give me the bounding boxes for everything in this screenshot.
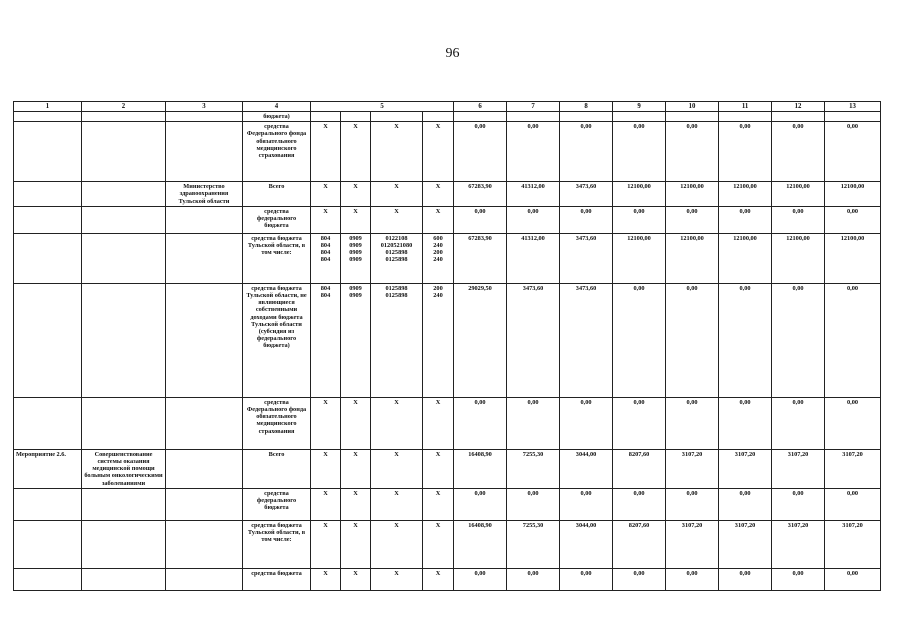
budget-code-cell: X: [371, 488, 423, 520]
col-header: 10: [666, 102, 719, 112]
amount-cell: 3107,20: [825, 449, 881, 488]
budget-code-cell: X: [371, 520, 423, 568]
budget-code-cell: X: [341, 568, 371, 590]
budget-code-cell: X: [371, 568, 423, 590]
amount-cell: 0,00: [454, 206, 507, 233]
budget-code-cell: X: [423, 122, 454, 182]
activity-cell: [14, 206, 82, 233]
amount-cell: 3044,00: [560, 520, 613, 568]
budget-code-cell: X: [423, 449, 454, 488]
amount-cell: 0,00: [560, 488, 613, 520]
activity-name-cell: [82, 568, 166, 590]
amount-cell: 0,00: [666, 283, 719, 397]
budget-code-cell: X: [311, 182, 341, 207]
budget-code-cell: X: [311, 568, 341, 590]
amount-cell: 41312,00: [507, 233, 560, 283]
activity-name-cell: [82, 488, 166, 520]
amount-cell: 0,00: [666, 568, 719, 590]
budget-code-cell: [311, 112, 341, 122]
funding-source-cell: средства бюджета: [243, 568, 311, 590]
activity-name-cell: [82, 520, 166, 568]
amount-cell: 12100,00: [772, 182, 825, 207]
amount-cell: 67283,90: [454, 182, 507, 207]
amount-cell: 41312,00: [507, 182, 560, 207]
executor-cell: [166, 283, 243, 397]
amount-cell: 8207,60: [613, 520, 666, 568]
budget-code-cell: X: [341, 397, 371, 449]
col-header: 2: [82, 102, 166, 112]
amount-cell: 0,00: [772, 122, 825, 182]
funding-source-cell: средства федерального бюджета: [243, 206, 311, 233]
activity-cell: [14, 520, 82, 568]
activity-name-cell: [82, 182, 166, 207]
amount-cell: 0,00: [825, 283, 881, 397]
table-row: [14, 206, 881, 233]
table-row: [14, 283, 881, 397]
amount-cell: 3107,20: [772, 520, 825, 568]
amount-cell: 0,00: [666, 122, 719, 182]
budget-code-cell: [371, 112, 423, 122]
amount-cell: 0,00: [507, 488, 560, 520]
amount-cell: 7255,30: [507, 520, 560, 568]
amount-cell: [454, 112, 507, 122]
funding-source-cell: средства бюджета Тульской области, в том числе:: [243, 233, 311, 283]
budget-code-cell: X: [311, 488, 341, 520]
budget-table: [13, 101, 881, 591]
amount-cell: 0,00: [772, 568, 825, 590]
funding-source-cell: Всего: [243, 182, 311, 207]
amount-cell: [719, 112, 772, 122]
activity-cell: [14, 112, 82, 122]
amount-cell: 0,00: [825, 568, 881, 590]
amount-cell: 12100,00: [719, 182, 772, 207]
amount-cell: 12100,00: [825, 233, 881, 283]
amount-cell: 0,00: [825, 206, 881, 233]
executor-cell: [166, 488, 243, 520]
budget-code-cell: 600 240 200 240: [423, 233, 454, 283]
activity-name-cell: [82, 233, 166, 283]
activity-cell: [14, 233, 82, 283]
col-header: 8: [560, 102, 613, 112]
col-header: 11: [719, 102, 772, 112]
amount-cell: 0,00: [613, 122, 666, 182]
budget-code-cell: 200 240: [423, 283, 454, 397]
amount-cell: 0,00: [825, 488, 881, 520]
amount-cell: 0,00: [719, 122, 772, 182]
amount-cell: 12100,00: [613, 182, 666, 207]
budget-code-cell: X: [423, 488, 454, 520]
amount-cell: 0,00: [454, 397, 507, 449]
funding-source-cell: средства Федерального фонда обязательного медицинского страхования: [243, 122, 311, 182]
budget-code-cell: X: [341, 182, 371, 207]
amount-cell: 0,00: [507, 568, 560, 590]
col-header: 6: [454, 102, 507, 112]
col-header: 9: [613, 102, 666, 112]
table-row: [14, 112, 881, 122]
table-row: [14, 568, 881, 590]
amount-cell: [507, 112, 560, 122]
budget-code-cell: X: [341, 449, 371, 488]
table-row: [14, 449, 881, 488]
amount-cell: 0,00: [507, 206, 560, 233]
amount-cell: [825, 112, 881, 122]
funding-source-cell: средства бюджета Тульской области, в том числе:: [243, 520, 311, 568]
amount-cell: 12100,00: [666, 233, 719, 283]
amount-cell: 0,00: [560, 206, 613, 233]
amount-cell: 0,00: [613, 206, 666, 233]
amount-cell: 67283,90: [454, 233, 507, 283]
budget-code-cell: X: [423, 397, 454, 449]
table-row: [14, 520, 881, 568]
activity-cell: [14, 397, 82, 449]
funding-source-cell: средства Федерального фонда обязательного медицинского страхования: [243, 397, 311, 449]
activity-cell: Мероприятие 2.6.: [14, 449, 82, 488]
executor-cell: [166, 112, 243, 122]
amount-cell: 0,00: [560, 397, 613, 449]
amount-cell: 3107,20: [719, 449, 772, 488]
budget-code-cell: 0909 0909: [341, 283, 371, 397]
col-header: 5: [311, 102, 454, 112]
amount-cell: 3107,20: [825, 520, 881, 568]
amount-cell: 3107,20: [666, 520, 719, 568]
amount-cell: [666, 112, 719, 122]
budget-code-cell: X: [371, 182, 423, 207]
col-header: 4: [243, 102, 311, 112]
activity-cell: [14, 182, 82, 207]
amount-cell: 0,00: [666, 488, 719, 520]
budget-code-cell: X: [371, 122, 423, 182]
budget-code-cell: 0122108 0120521080 0125898 0125898: [371, 233, 423, 283]
budget-code-cell: X: [371, 449, 423, 488]
executor-cell: Министерство здравоохранения Тульской области: [166, 182, 243, 207]
budget-code-cell: 0125898 0125898: [371, 283, 423, 397]
budget-code-cell: X: [423, 182, 454, 207]
amount-cell: 0,00: [719, 488, 772, 520]
col-header: 1: [14, 102, 82, 112]
amount-cell: 3107,20: [719, 520, 772, 568]
budget-code-cell: 0909 0909 0909 0909: [341, 233, 371, 283]
amount-cell: 16408,90: [454, 449, 507, 488]
col-header: 7: [507, 102, 560, 112]
amount-cell: 0,00: [666, 397, 719, 449]
amount-cell: 0,00: [560, 122, 613, 182]
amount-cell: 8207,60: [613, 449, 666, 488]
amount-cell: 3473,60: [560, 182, 613, 207]
amount-cell: 3044,00: [560, 449, 613, 488]
activity-name-cell: Совершенствование системы оказания медицинской помощи больным онкологическими заболеваниями: [82, 449, 166, 488]
activity-cell: [14, 122, 82, 182]
budget-code-cell: X: [423, 568, 454, 590]
amount-cell: 0,00: [454, 122, 507, 182]
executor-cell: [166, 122, 243, 182]
amount-cell: 0,00: [825, 122, 881, 182]
amount-cell: 12100,00: [772, 233, 825, 283]
amount-cell: 3473,60: [560, 233, 613, 283]
amount-cell: 12100,00: [825, 182, 881, 207]
budget-code-cell: X: [341, 122, 371, 182]
funding-source-cell: бюджета): [243, 112, 311, 122]
amount-cell: 0,00: [507, 397, 560, 449]
budget-code-cell: X: [341, 520, 371, 568]
activity-name-cell: [82, 283, 166, 397]
budget-code-cell: X: [311, 397, 341, 449]
executor-cell: [166, 568, 243, 590]
activity-name-cell: [82, 112, 166, 122]
executor-cell: [166, 233, 243, 283]
activity-name-cell: [82, 397, 166, 449]
budget-code-cell: X: [311, 206, 341, 233]
activity-cell: [14, 568, 82, 590]
amount-cell: 0,00: [613, 488, 666, 520]
table-row: [14, 182, 881, 207]
budget-code-cell: 804 804: [311, 283, 341, 397]
col-header: 12: [772, 102, 825, 112]
amount-cell: [772, 112, 825, 122]
amount-cell: 0,00: [719, 568, 772, 590]
budget-code-cell: X: [311, 122, 341, 182]
budget-code-cell: X: [341, 488, 371, 520]
executor-cell: [166, 206, 243, 233]
budget-code-cell: X: [341, 206, 371, 233]
amount-cell: 0,00: [613, 397, 666, 449]
activity-cell: [14, 488, 82, 520]
amount-cell: 0,00: [666, 206, 719, 233]
page-number: 96: [445, 46, 460, 61]
amount-cell: 0,00: [613, 568, 666, 590]
amount-cell: 3107,20: [666, 449, 719, 488]
budget-code-cell: X: [423, 520, 454, 568]
budget-code-cell: X: [311, 449, 341, 488]
amount-cell: 12100,00: [613, 233, 666, 283]
amount-cell: 0,00: [613, 283, 666, 397]
amount-cell: 0,00: [825, 397, 881, 449]
amount-cell: 0,00: [454, 568, 507, 590]
activity-name-cell: [82, 206, 166, 233]
funding-source-cell: средства федерального бюджета: [243, 488, 311, 520]
amount-cell: 0,00: [454, 488, 507, 520]
budget-code-cell: [423, 112, 454, 122]
amount-cell: [560, 112, 613, 122]
table-row: [14, 397, 881, 449]
header-row: [14, 102, 881, 112]
budget-code-cell: X: [371, 397, 423, 449]
table-row: [14, 122, 881, 182]
budget-code-cell: X: [371, 206, 423, 233]
amount-cell: 0,00: [772, 206, 825, 233]
amount-cell: [613, 112, 666, 122]
amount-cell: 3473,60: [560, 283, 613, 397]
col-header: 3: [166, 102, 243, 112]
amount-cell: 0,00: [772, 488, 825, 520]
amount-cell: 0,00: [719, 206, 772, 233]
amount-cell: 3107,20: [772, 449, 825, 488]
amount-cell: 3473,60: [507, 283, 560, 397]
amount-cell: 7255,30: [507, 449, 560, 488]
col-header: 13: [825, 102, 881, 112]
amount-cell: 0,00: [772, 397, 825, 449]
amount-cell: 12100,00: [719, 233, 772, 283]
executor-cell: [166, 449, 243, 488]
amount-cell: 0,00: [507, 122, 560, 182]
table-row: [14, 488, 881, 520]
budget-code-cell: [341, 112, 371, 122]
funding-source-cell: Всего: [243, 449, 311, 488]
budget-code-cell: X: [423, 206, 454, 233]
executor-cell: [166, 520, 243, 568]
executor-cell: [166, 397, 243, 449]
table-row: [14, 233, 881, 283]
amount-cell: 16408,90: [454, 520, 507, 568]
amount-cell: 0,00: [772, 283, 825, 397]
budget-code-cell: X: [311, 520, 341, 568]
activity-name-cell: [82, 122, 166, 182]
amount-cell: 29029,50: [454, 283, 507, 397]
amount-cell: 0,00: [719, 397, 772, 449]
activity-cell: [14, 283, 82, 397]
amount-cell: 0,00: [560, 568, 613, 590]
funding-source-cell: средства бюджета Тульской области, не являющиеся собственными доходами бюджета Тульской области (субсидия из федерального бюджета): [243, 283, 311, 397]
amount-cell: 0,00: [719, 283, 772, 397]
budget-code-cell: 804 804 804 804: [311, 233, 341, 283]
amount-cell: 12100,00: [666, 182, 719, 207]
